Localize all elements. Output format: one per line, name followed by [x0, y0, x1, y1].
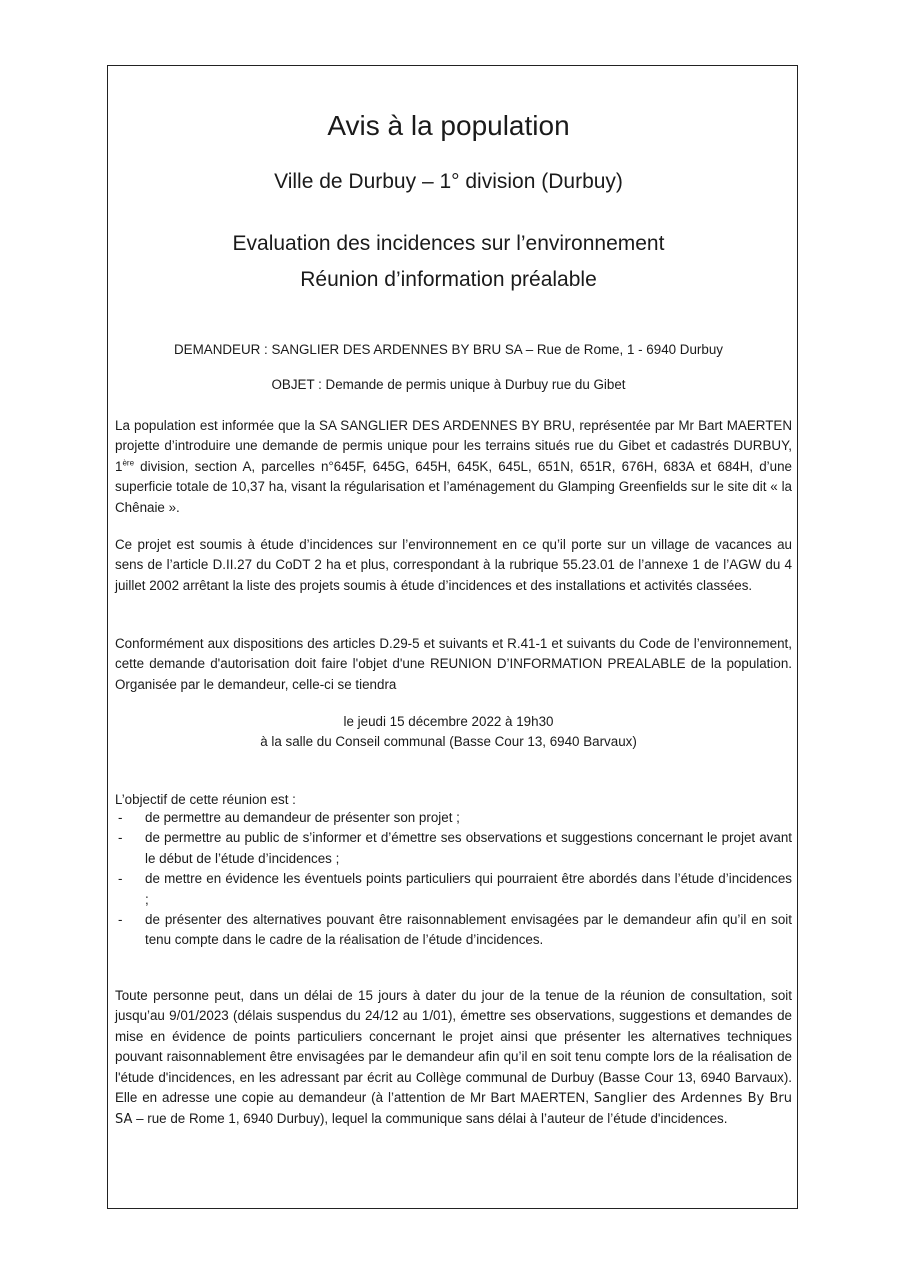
objectives-intro: L’objectif de cette réunion est :	[115, 792, 296, 807]
applicant-line: DEMANDEUR : SANGLIER DES ARDENNES BY BRU SA – Rue de Rome, 1 - 6940 Durbuy	[174, 342, 723, 357]
study-paragraph: Ce projet est soumis à étude d’incidences sur l’environnement en ce qu’il porte sur un village de vacances au sens de l’article D.II.27 du CoDT 2 ha et plus, correspondant à la rubrique 55.23.01 de l’annexe 1 de l’AGW du 4 juillet 2002 arrêtant la liste des projets soumis à étude d’incidences et des installations et activités classées.	[115, 537, 792, 593]
procedure-subtitle	[0, 226, 897, 298]
dash-marker: -	[118, 830, 123, 846]
dash-marker: -	[118, 912, 123, 928]
procedure-subtitle-line2: Réunion d’information préalable	[300, 268, 597, 291]
dash-marker: -	[118, 810, 123, 825]
info-paragraph-part2: division, section A, parcelles n°645F, 645G, 645H, 645K, 645L, 651N, 651R, 676H, 683A et 684H, d’une superficie totale de 10,37 ha, visant la régularisation et l’aménagement du Glamping Greenfields sur le site dit « la Chênaie ».	[115, 458, 792, 515]
meeting-details	[0, 712, 897, 752]
page-title: Avis à la population	[327, 110, 570, 141]
consultation-paragraph	[115, 986, 792, 1131]
list-item: - de mettre en évidence les éventuels points particuliers qui pourraient être abordés dans l’étude d’incidences ;	[118, 871, 792, 907]
dash-marker: -	[118, 871, 123, 887]
object-line: OBJET : Demande de permis unique à Durbuy rue du Gibet	[271, 377, 626, 392]
objectives-list	[115, 808, 792, 951]
location-subtitle: Ville de Durbuy – 1° division (Durbuy)	[274, 170, 623, 193]
info-paragraph-sup: ère	[122, 458, 135, 468]
list-item: - de permettre au demandeur de présenter son projet ;	[115, 808, 792, 828]
meeting-place: à la salle du Conseil communal (Basse Cour 13, 6940 Barvaux)	[260, 734, 637, 749]
list-item: - de permettre au public de s’informer et d’émettre ses observations et suggestions concernant le projet avant le début de l’étude d’incidences ;	[118, 830, 792, 866]
consultation-part3: – rue de Rome 1, 6940 Durbuy), lequel la communique sans délai à l’auteur de l’étude d'incidences.	[132, 1111, 728, 1127]
legal-paragraph: Conformément aux dispositions des articles D.29-5 et suivants et R.41-1 et suivants du Code de l’environnement, cette demande d'autorisation doit faire l'objet d'une REUNION D’INFORMATION PREALABLE de la population. Organisée par le demandeur, celle-ci se tiendra	[115, 636, 792, 692]
company-name: Sanglier des Ardennes By Bru SA	[115, 1091, 793, 1128]
consultation-part1: Toute personne peut, dans un délai de 15 jours à dater du jour de la tenue de la réunion de consultation, soit jusqu’au 9/01/2023 (délais suspendus du 24/12 au 1/01), émettre ses observations, suggestions et demandes de mise en évidence de points particuliers concernant le projet ainsi que présenter les alternatives techniques pouvant raisonnablement être envisagées par le demandeur afin qu’il en soit tenu compte lors de la réalisation de l'étude d'incidences, en les adressant par écrit au Collège communal de Durbuy (Basse Cour 13, 6940 Barvaux). Elle en adresse une copie au demandeur (à l’attention de Mr Bart MAERTEN,	[115, 988, 792, 1106]
info-paragraph-part1: La population est informée que la SA SANGLIER DES ARDENNES BY BRU, représentée par Mr Bart MAERTEN projette d’introduire une demande de permis unique pour les terrains situés rue du Gibet et cadastrés DURBUY, 1	[115, 418, 792, 474]
list-item: - de présenter des alternatives pouvant être raisonnablement envisagées par le demandeur afin qu’il en soit tenu compte dans le cadre de la réalisation de l’étude d’incidences.	[118, 912, 792, 948]
procedure-subtitle-line1: Evaluation des incidences sur l’environnement	[232, 232, 665, 255]
info-paragraph	[115, 416, 792, 518]
meeting-date: le jeudi 15 décembre 2022 à 19h30	[343, 714, 554, 729]
